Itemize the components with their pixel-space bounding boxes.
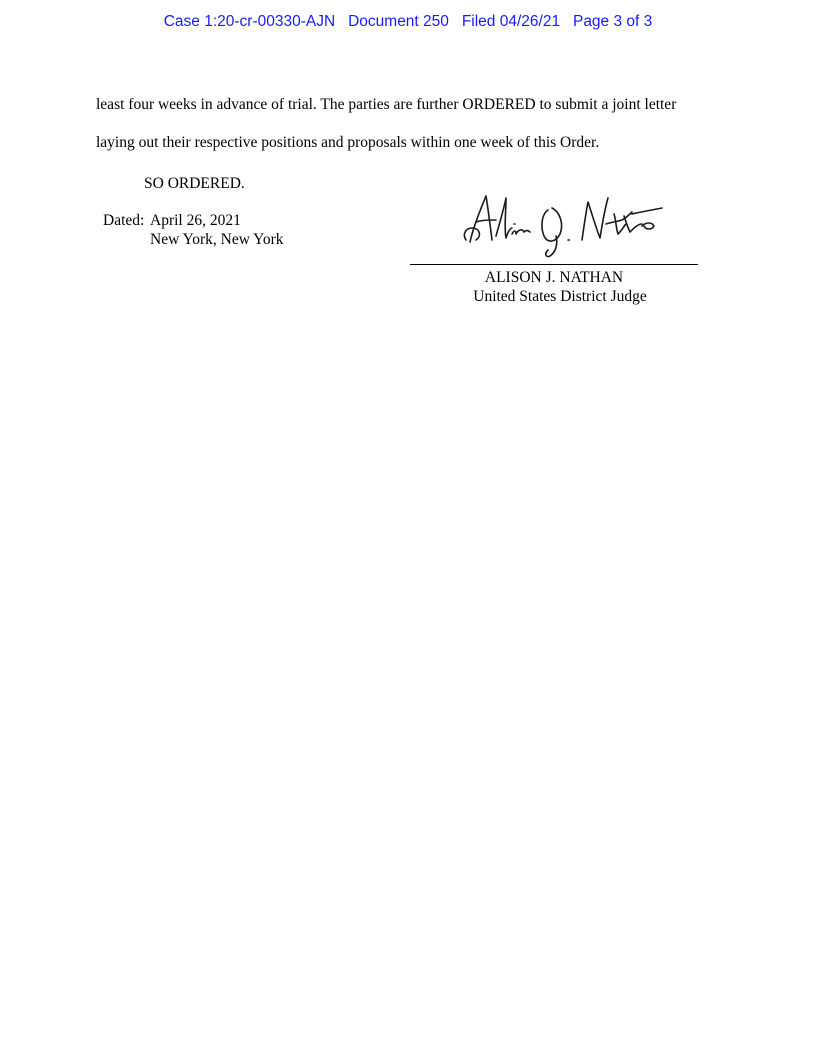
- body-text-line: laying out their respective positions and proposals within one week of this Order.: [96, 134, 600, 151]
- signature-line: [410, 264, 698, 265]
- dated-place: New York, New York: [150, 231, 284, 248]
- ecf-header-stamp: Case 1:20-cr-00330-AJN Document 250 Filed 04/26/21 Page 3 of 3: [163, 13, 653, 30]
- judge-name: ALISON J. NATHAN: [484, 269, 624, 286]
- so-ordered-text: SO ORDERED.: [144, 175, 245, 192]
- dated-date: April 26, 2021: [150, 212, 241, 229]
- handwritten-signature: [456, 184, 676, 260]
- body-text-line: least four weeks in advance of trial. The parties are further ORDERED to submit a joint letter: [96, 96, 677, 113]
- judge-title: United States District Judge: [473, 288, 647, 305]
- dated-label: Dated:: [103, 212, 145, 229]
